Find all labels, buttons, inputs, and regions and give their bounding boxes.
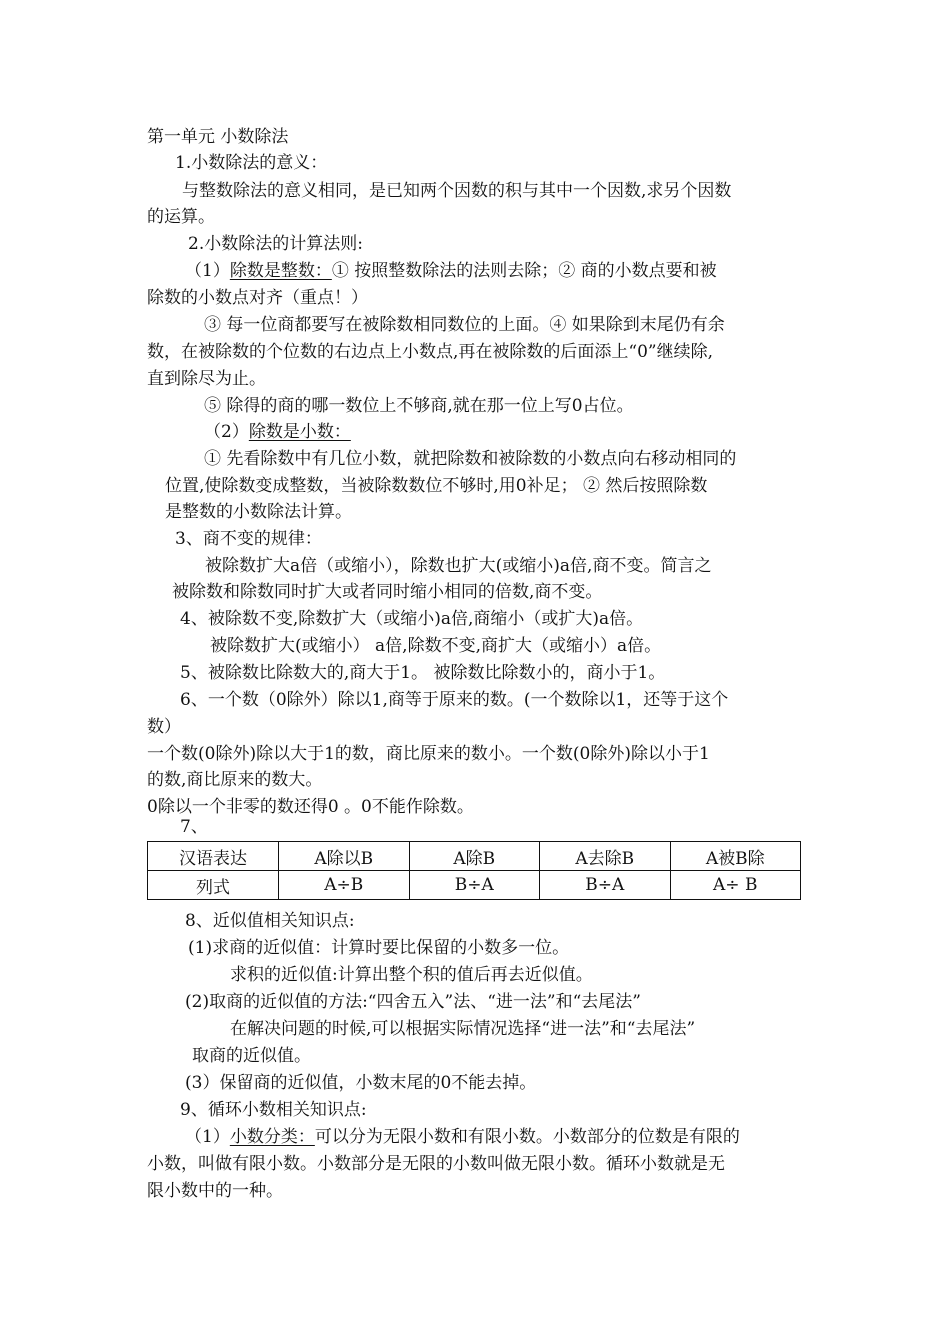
section-9-1-underlined-label: 小数分类： [229, 1127, 315, 1147]
section-2-1-prefix: （1） [185, 261, 230, 281]
section-1-line-1: 与整数除法的意义相同，是已知两个因数的积与其中一个因数,求另个因数 [182, 181, 732, 201]
section-6-line-4: 的数,商比原来的数大。 [147, 770, 323, 790]
section-4-line-2: 被除数扩大(或缩小） a倍,除数不变,商扩大（或缩小）a倍。 [210, 636, 662, 656]
section-8-line-1: (1)求商的近似值：计算时要比保留的小数多一位。 [188, 938, 570, 958]
section-2-1-line-5: 直到除尽为止。 [147, 369, 266, 389]
section-8-line-4: 在解决问题的时候,可以根据实际情况选择“进一法”和“去尾法” [230, 1019, 696, 1039]
section-1-line-2: 的运算。 [147, 207, 215, 227]
table-cell: A被B除 [670, 842, 801, 871]
section-2-2-prefix: （2） [204, 422, 249, 442]
section-5-line-1: 5、被除数比除数大的,商大于1。 被除数比除数小的，商小于1。 [180, 663, 666, 683]
table-cell: A除以B [279, 842, 410, 871]
section-8-line-6: (3）保留商的近似值，小数末尾的0不能去掉。 [185, 1073, 537, 1093]
table-row [148, 842, 801, 871]
table-cell: B÷A [540, 871, 671, 900]
section-6-line-3: 一个数(0除外)除以大于1的数，商比原来的数小。一个数(0除外)除以小于1 [147, 744, 710, 764]
section-9-1-prefix: （1） [185, 1127, 230, 1147]
section-3-heading: 3、商不变的规律： [175, 529, 322, 549]
section-6-line-5: 0除以一个非零的数还得0 。0不能作除数。 [147, 797, 474, 817]
section-2-1-rest: ① 按照整数除法的法则去除；② 商的小数点要和被 [331, 261, 717, 281]
unit-title: 第一单元 小数除法 [147, 127, 289, 147]
section-3-line-1: 被除数扩大a倍（或缩小），除数也扩大(或缩小)a倍,商不变。简言之 [205, 556, 712, 576]
section-2-1-line-4: 数，在被除数的个位数的右边点上小数点,再在被除数的后面添上“0”继续除, [147, 342, 714, 362]
section-2-2-line-1: ① 先看除数中有几位小数，就把除数和被除数的小数点向右移动相同的 [204, 449, 737, 469]
section-2-2-underlined-label: 除数是小数： [248, 422, 351, 442]
section-8-line-2: 求积的近似值:计算出整个积的值后再去近似值。 [230, 965, 593, 985]
section-6-line-2: 数） [147, 717, 181, 737]
table-row [148, 871, 801, 900]
section-9-1-rest: 可以分为无限小数和有限小数。小数部分的位数是有限的 [314, 1127, 740, 1147]
section-2-1-line-6: ⑤ 除得的商的哪一数位上不够商,就在那一位上写0占位。 [204, 396, 634, 416]
section-3-line-2: 被除数和除数同时扩大或者同时缩小相同的倍数,商不变。 [172, 582, 603, 602]
table-cell: A除B [409, 842, 540, 871]
section-2-heading: 2.小数除法的计算法则: [188, 234, 363, 254]
section-2-1-line-1 [185, 260, 717, 282]
section-2-2-heading [204, 421, 351, 443]
table-cell: A÷ B [670, 871, 801, 900]
section-2-2-line-3: 是整数的小数除法计算。 [165, 502, 352, 522]
table-cell: 列式 [148, 871, 279, 900]
section-2-2-line-2: 位置,使除数变成整数，当被除数数位不够时,用0补足； ② 然后按照除数 [165, 476, 708, 496]
section-7-heading: 7、 [180, 817, 208, 837]
section-1-heading: 1.小数除法的意义： [175, 153, 328, 173]
section-9-line-3: 限小数中的一种。 [147, 1181, 283, 1201]
section-9-line-2: 小数，叫做有限小数。小数部分是无限的小数叫做无限小数。循环小数就是无 [147, 1154, 725, 1174]
section-4-line-1: 4、被除数不变,除数扩大（或缩小)a倍,商缩小（或扩大)a倍。 [180, 609, 644, 629]
table-cell: A÷B [279, 871, 410, 900]
section-8-line-3: (2)取商的近似值的方法:“四舍五入”法、“进一法”和“去尾法” [185, 992, 641, 1012]
section-2-1-underlined-label: 除数是整数： [229, 261, 332, 281]
section-9-heading: 9、循环小数相关知识点: [180, 1100, 367, 1120]
table-cell: A去除B [540, 842, 671, 871]
section-8-heading: 8、近似值相关知识点: [185, 911, 355, 931]
table-cell: B÷A [409, 871, 540, 900]
section-2-1-line-2: 除数的小数点对齐（重点！） [147, 288, 368, 308]
section-2-1-line-3: ③ 每一位商都要写在被除数相同数位的上面。④ 如果除到末尾仍有余 [204, 315, 725, 335]
division-expression-table [147, 841, 801, 900]
section-8-line-5: 取商的近似值。 [192, 1046, 311, 1066]
section-9-1-line-1 [185, 1126, 740, 1148]
section-6-line-1: 6、一个数（0除外）除以1,商等于原来的数。(一个数除以1，还等于这个 [180, 690, 729, 710]
table-cell: 汉语表达 [148, 842, 279, 871]
